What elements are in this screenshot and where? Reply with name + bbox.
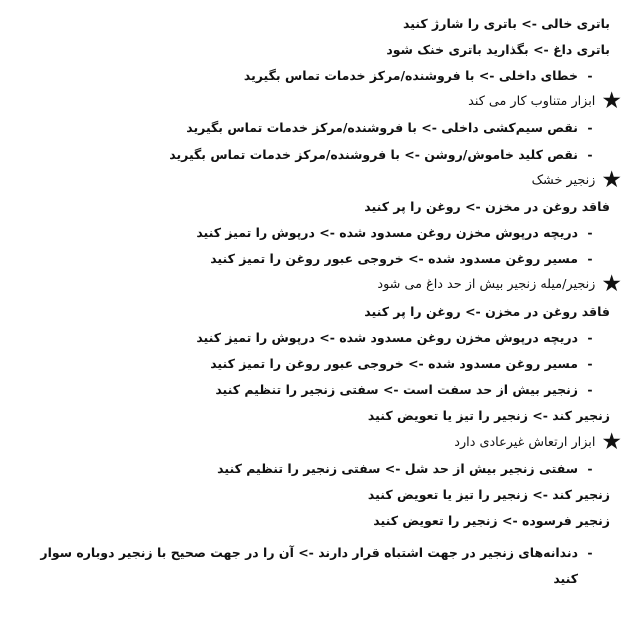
item-text: خطای داخلی -> با فروشنده/مرکز خدمات تماس بگیرید — [243, 67, 578, 83]
bullet-item — [12, 246, 618, 272]
section-heading — [12, 88, 622, 115]
list-item — [12, 193, 618, 219]
bullet-item — [12, 455, 618, 481]
star-icon: ★ — [601, 166, 622, 193]
bullet-item — [12, 534, 618, 592]
list-item — [12, 403, 618, 429]
bullet-item — [12, 350, 618, 376]
heading-text: زنجیر خشک — [531, 172, 596, 188]
star-icon: ★ — [601, 271, 622, 298]
item-text: فاقد روغن در مخزن -> روغن را پر کنید — [364, 303, 610, 319]
dash-icon: - — [587, 460, 593, 476]
dash-icon: - — [587, 251, 593, 267]
item-text: باتری داغ -> بگذارید باتری خنک شود — [386, 41, 610, 57]
list-item — [12, 508, 618, 534]
dash-icon: - — [587, 120, 593, 136]
bullet-item — [12, 220, 618, 246]
list-item — [12, 298, 618, 324]
section-heading — [12, 271, 622, 298]
item-text: دریچه درپوش مخزن روغن مسدود شده -> درپوش را تمیز کنید — [196, 225, 578, 241]
section-heading — [12, 428, 622, 455]
item-text: زنجیر کند -> زنجیر را تیز یا تعویض کنید — [367, 408, 610, 424]
item-text: دندانه‌های زنجیر در جهت اشتباه قرار دارند -> آن را در جهت صحیح با زنجیر دوباره سوار کنید — [40, 544, 579, 586]
heading-text: ابزار متناوب کار می کند — [468, 94, 596, 110]
bullet-item — [12, 62, 618, 88]
item-text: زنجیر بیش از حد سفت است -> سفتی زنجیر را تنظیم کنید — [215, 382, 578, 398]
heading-text: زنجیر/میله زنجیر بیش از حد داغ می شود — [377, 277, 596, 293]
heading-text: ابزار ارتعاش غیرعادی دارد — [454, 434, 596, 450]
list-item — [12, 481, 618, 507]
item-text: فاقد روغن در مخزن -> روغن را پر کنید — [364, 198, 610, 214]
dash-icon: - — [587, 544, 593, 560]
bullet-item — [12, 141, 618, 167]
item-text: مسیر روغن مسدود شده -> خروجی عبور روغن را تمیز کنید — [210, 251, 578, 267]
item-text: نقص کلید خاموش/روشن -> با فروشنده/مرکز خدمات تماس بگیرید — [169, 146, 578, 162]
item-text: زنجیر کند -> زنجیر را تیز یا تعویض کنید — [367, 486, 610, 502]
list-item — [12, 10, 618, 36]
dash-icon: - — [587, 382, 593, 398]
dash-icon: - — [587, 146, 593, 162]
item-text: باتری خالی -> باتری را شارژ کنید — [403, 15, 610, 31]
section-heading — [12, 166, 622, 193]
star-icon: ★ — [601, 88, 622, 115]
bullet-item — [12, 377, 618, 403]
item-text: سفتی زنجیر بیش از حد شل -> سفتی زنجیر را تنظیم کنید — [217, 460, 578, 476]
item-text: زنجیر فرسوده -> زنجیر را تعویض کنید — [373, 513, 610, 529]
list-item — [12, 36, 618, 62]
bullet-item — [12, 115, 618, 141]
star-icon: ★ — [601, 428, 622, 455]
dash-icon: - — [587, 356, 593, 372]
dash-icon: - — [587, 329, 593, 345]
bullet-item — [12, 324, 618, 350]
item-text: دریچه درپوش مخزن روغن مسدود شده -> درپوش را تمیز کنید — [196, 329, 578, 345]
item-text: نقص سیم‌کشی داخلی -> با فروشنده/مرکز خدمات تماس بگیرید — [186, 120, 578, 136]
dash-icon: - — [587, 67, 593, 83]
dash-icon: - — [587, 225, 593, 241]
item-text: مسیر روغن مسدود شده -> خروجی عبور روغن را تمیز کنید — [210, 356, 578, 372]
